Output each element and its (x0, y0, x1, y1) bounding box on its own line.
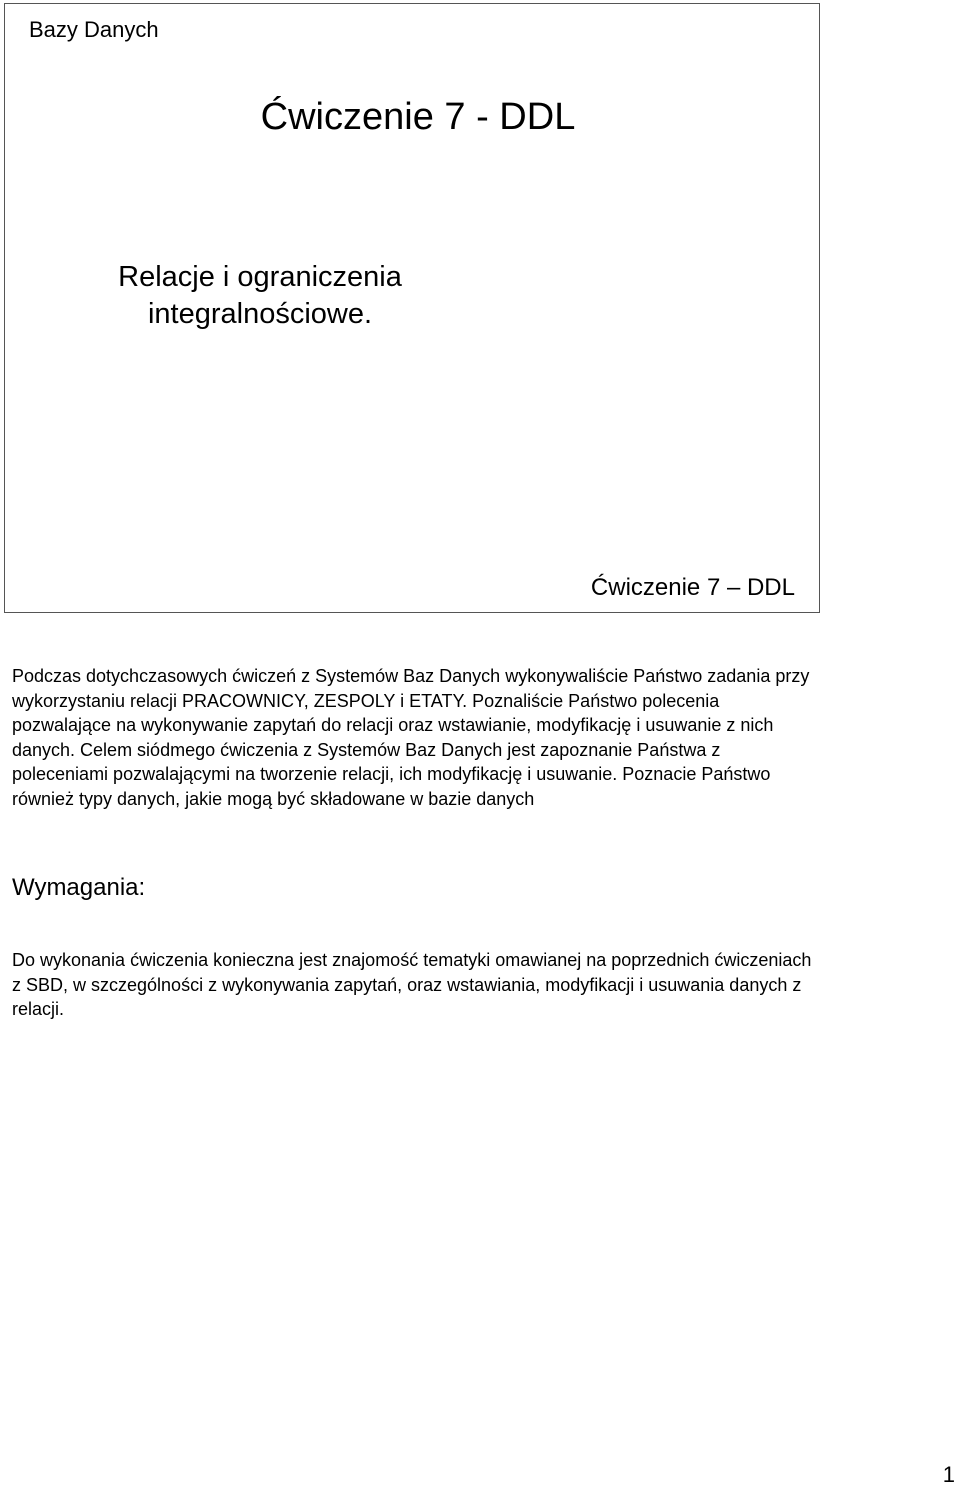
slide-footer: Ćwiczenie 7 – DDL (590, 574, 795, 601)
slide-frame (4, 3, 820, 613)
slide-header: Bazy Danych (29, 17, 159, 42)
requirements-paragraph: Do wykonania ćwiczenia konieczna jest znajomość tematyki omawianej na poprzednich ćwiczeniach z SBD, w szczególności z wykonywania zapytań, oraz wstawiania, modyfikacji i usuwania danych z relacji. (12, 950, 812, 1019)
intro-paragraph: Podczas dotychczasowych ćwiczeń z Systemów Baz Danych wykonywaliście Państwo zadania przy wykorzystaniu relacji PRACOWNICY, ZESPOLY i ETATY. Poznaliście Państwo polecenia pozwalające na wykonywanie zapytań do relacji oraz wstawianie, modyfikację i usuwanie z nich danych. Celem siódmego ćwiczenia z Systemów Baz Danych jest zapoznanie Państwa z poleceniami pozwalającymi na tworzenie relacji, ich modyfikację i usuwanie. Poznacie Państwo również typy danych, jakie mogą być składowane w bazie danych (12, 666, 810, 809)
slide-title: Ćwiczenie 7 - DDL (260, 96, 576, 138)
requirements-heading: Wymagania: (12, 874, 146, 901)
page-number: 1 (942, 1462, 955, 1487)
slide-subtitle: Relacje i ograniczenia integralnościowe. (118, 261, 402, 330)
